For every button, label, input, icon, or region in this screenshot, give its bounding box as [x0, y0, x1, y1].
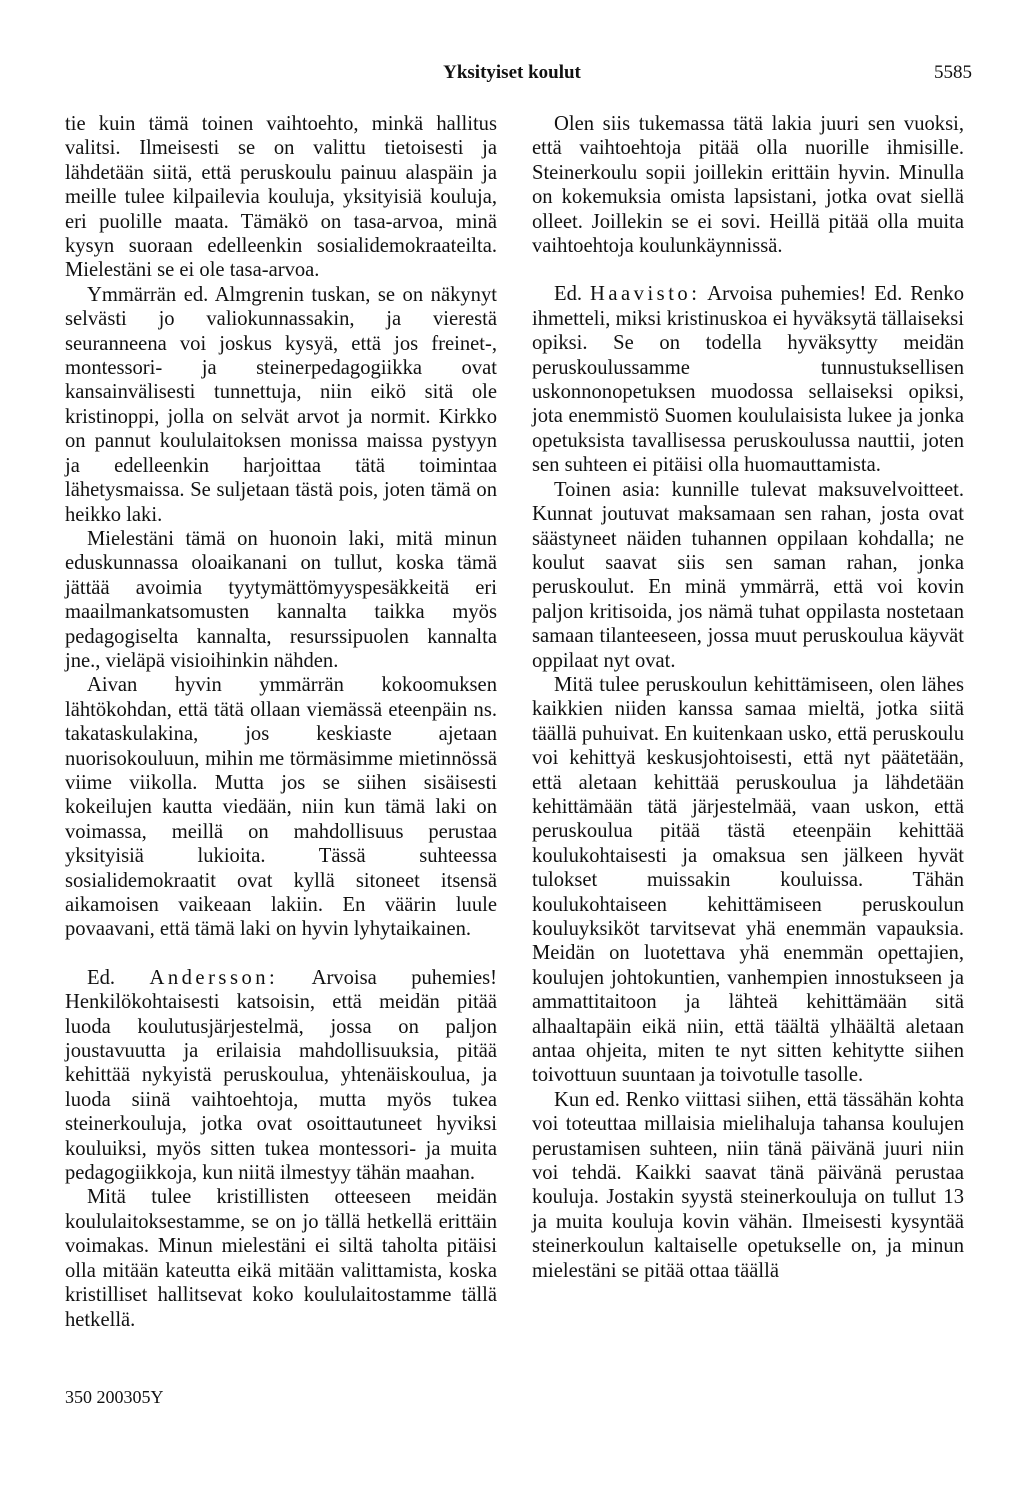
paragraph: Toinen asia: kunnille tulevat maksuvelvoitteet. Kunnat joutuvat maksamaan sen rahan, josta ovat säästyneet näiden tuhannen oppilaan kohdalla; ne koulut saavat siis sen saman rahan, jonka peruskoulut. En minä ymmärrä, että voi kovin paljon kritisoida, jos nämä tuhat oppilasta nostetaan samaan tilanteeseen, jossa muut peruskoulua käyvät oppilaat nyt ovat. [532, 478, 964, 672]
right-column [532, 112, 964, 1283]
speaker-prefix: Ed. [87, 966, 116, 989]
speech-paragraph [532, 282, 964, 477]
paragraph: Aivan hyvin ymmärrän kokoomuksen lähtökohdan, että tätä ollaan viemässä eteenpäin ns. takataskulakina, jos keskiaste ajetaan nuorisokouluun, mihin me törmäsimme mietinnössä viime viikolla. Mutta jos se siihen sisäisesti kokeilujen kautta viedään, niin kun tämä laki on voimassa, meillä on mahdollisuus perustaa yksityisiä lukioita. Tässä suhteessa sosialidemokraatit ovat kyllä sitoneet itsensä aikamoisen vaikeaan lakiin. En väärin luule povaavani, että tämä laki on hyvin lyhytaikainen. [65, 674, 497, 941]
paragraph: Ymmärrän ed. Almgrenin tuskan, se on näkynyt selvästi jo valiokunnassakin, ja vierestä seuranneena voi joskus kysyä, että jos freinet-, montessori- ja steinerpedagogiikka ovat kansainvälisesti tunnettuja, niin eikö sitä ole kristinoppi, jolla on selvät arvot ja normit. Kirkko on pannut koululaitoksen monissa maissa pystyyn ja edelleenkin harjoittaa tätä toimintaa lähetysmaissa. Se suljetaan tästä pois, joten tämä on heikko laki. [65, 283, 497, 526]
paragraph: tie kuin tämä toinen vaihtoehto, minkä hallitus valitsi. Ilmeisesti se on valittu tietoisesti ja lähdetään siitä, että peruskoulu painuu alaspäin ja meille tulee kilpailevia kouluja, yksityisiä kouluja, eri puolille maata. Tämäkö on tasa-arvoa, minä kysyn suoraan edelleenkin sosialidemokraateilta. Mielestäni se ei ole tasa-arvoa. [65, 113, 497, 282]
paragraph-gap [65, 942, 497, 966]
paragraph-gap [532, 258, 964, 282]
speech-text: Arvoisa puhemies! Henkilökohtaisesti katsoisin, että meidän pitää luoda koulutusjärjestelmä, jossa on paljon joustavuutta ja erilaisia mahdollisuuksia, pitää kehittää nykyistä peruskoulua, yhtenäiskoulua, ja luoda siinä vaihtoehtoja, mutta myös tukea steinerkouluja, jotka ovat osoittautuneet hyviksi kouluiksi, myös sitten tukea montessori- ja muita pedagogiikkoja, kun niitä ilmestyy tähän maahan. [65, 966, 497, 1185]
paragraph: Mitä tulee peruskoulun kehittämiseen, olen lähes kaikkien niiden kanssa samaa mieltä, jotka siitä täällä puhuivat. En kuitenkaan usko, että peruskoulu voi kehittyä keskusjohtoisesti, että nyt päätetään, että aletaan kehittää peruskoulua ja lähdetään kehittämään tätä järjestelmää, vaan uskon, että peruskoulua pitää tästä eteenpäin kehittää koulukohtaisesti ja omaksua sen jälkeen hyvät tulokset muissakin kouluissa. Tähän koulukohtaiseen kehittämiseen peruskoulun kouluyksiköt tarvitsevat yhä enemmän vapauksia. Meidän on luotettava yhä enemmän opettajien, koulujen johtokuntien, vanhempien innostukseen ja ammattitaitoon ja lähteä kehittämään sitä alhaaltapäin eikä niin, että täältä ylhäältä aletaan antaa ohjeita, miten te nyt sitten kehitytte siihen toivottuun suuntaan ja toivotulle tasolle. [532, 673, 964, 1087]
footer-code: 350 200305Y [65, 1387, 164, 1407]
page-title: Yksityiset koulut [443, 62, 581, 83]
running-header [0, 62, 1024, 92]
left-column [65, 112, 497, 1332]
speech-text: Arvoisa puhemies! Ed. Renko ihmetteli, miksi kristinuskoa ei hyväksytä tällaiseksi opiksi. Se on todella hyväksytty meidän peruskoulussamme tunnustuksellisen uskonnonopetuksen muodossa sellaiseksi opiksi, jota enemmistö Suomen koululaisista lukee ja jonka opetuksista tavallisessa peruskoulussa nauttii, joten sen suhteen ei pitäisi olla huomauttamista. [532, 283, 964, 477]
paragraph: Mielestäni tämä on huonoin laki, mitä minun eduskunnassa oloaikanani on tullut, koska tämä jättää avoimia tyytymättömyyspesäkkeitä eri maailmankatsomusten kannalta taikka myös pedagogiselta kannalta, resurssipuolen kannalta jne., vieläpä visioihinkin nähden. [65, 527, 497, 672]
paragraph: Olen siis tukemassa tätä lakia juuri sen vuoksi, että vaihtoehtoja pitää olla nuorille ihmisille. Steinerkoulu sopii joillekin erittäin hyvin. Minulla on kokemuksia omista lapsistani, jotka ovat siellä olleet. Joillekin se ei sovi. Heillä pitää olla muita vaihtoehtoja koulunkäynnissä. [532, 113, 964, 258]
speaker-prefix: Ed. [554, 283, 583, 306]
page-number: 5585 [934, 62, 972, 83]
paragraph: Mitä tulee kristillisten otteeseen meidän koululaitoksestamme, se on jo tällä hetkellä erittäin voimakas. Minun mielestäni ei siltä taholta pitäisi olla mitään kateutta eikä mitään valittamista, koska kristilliset hallitsevat koko koululaitostamme tällä hetkellä. [65, 1186, 497, 1331]
speaker-name: Haavisto: [590, 283, 701, 306]
speech-paragraph [65, 966, 497, 1186]
paragraph: Kun ed. Renko viittasi siihen, että tässähän kohta voi toteuttaa millaisia mielihaluja tahansa koulujen perustamisen suhteen, niin tänä päivänä juuri niin voi tehdä. Kaikki saavat tänä päivänä perustaa kouluja. Jostakin syystä steinerkouluja on tullut 13 ja muita kouluja kovin vähän. Ilmeisesti kysyntää steinerkoulun kaltaiselle opetukselle on, ja minun mielestäni se pitää ottaa täällä [532, 1088, 964, 1282]
speaker-name: Andersson: [149, 966, 279, 989]
